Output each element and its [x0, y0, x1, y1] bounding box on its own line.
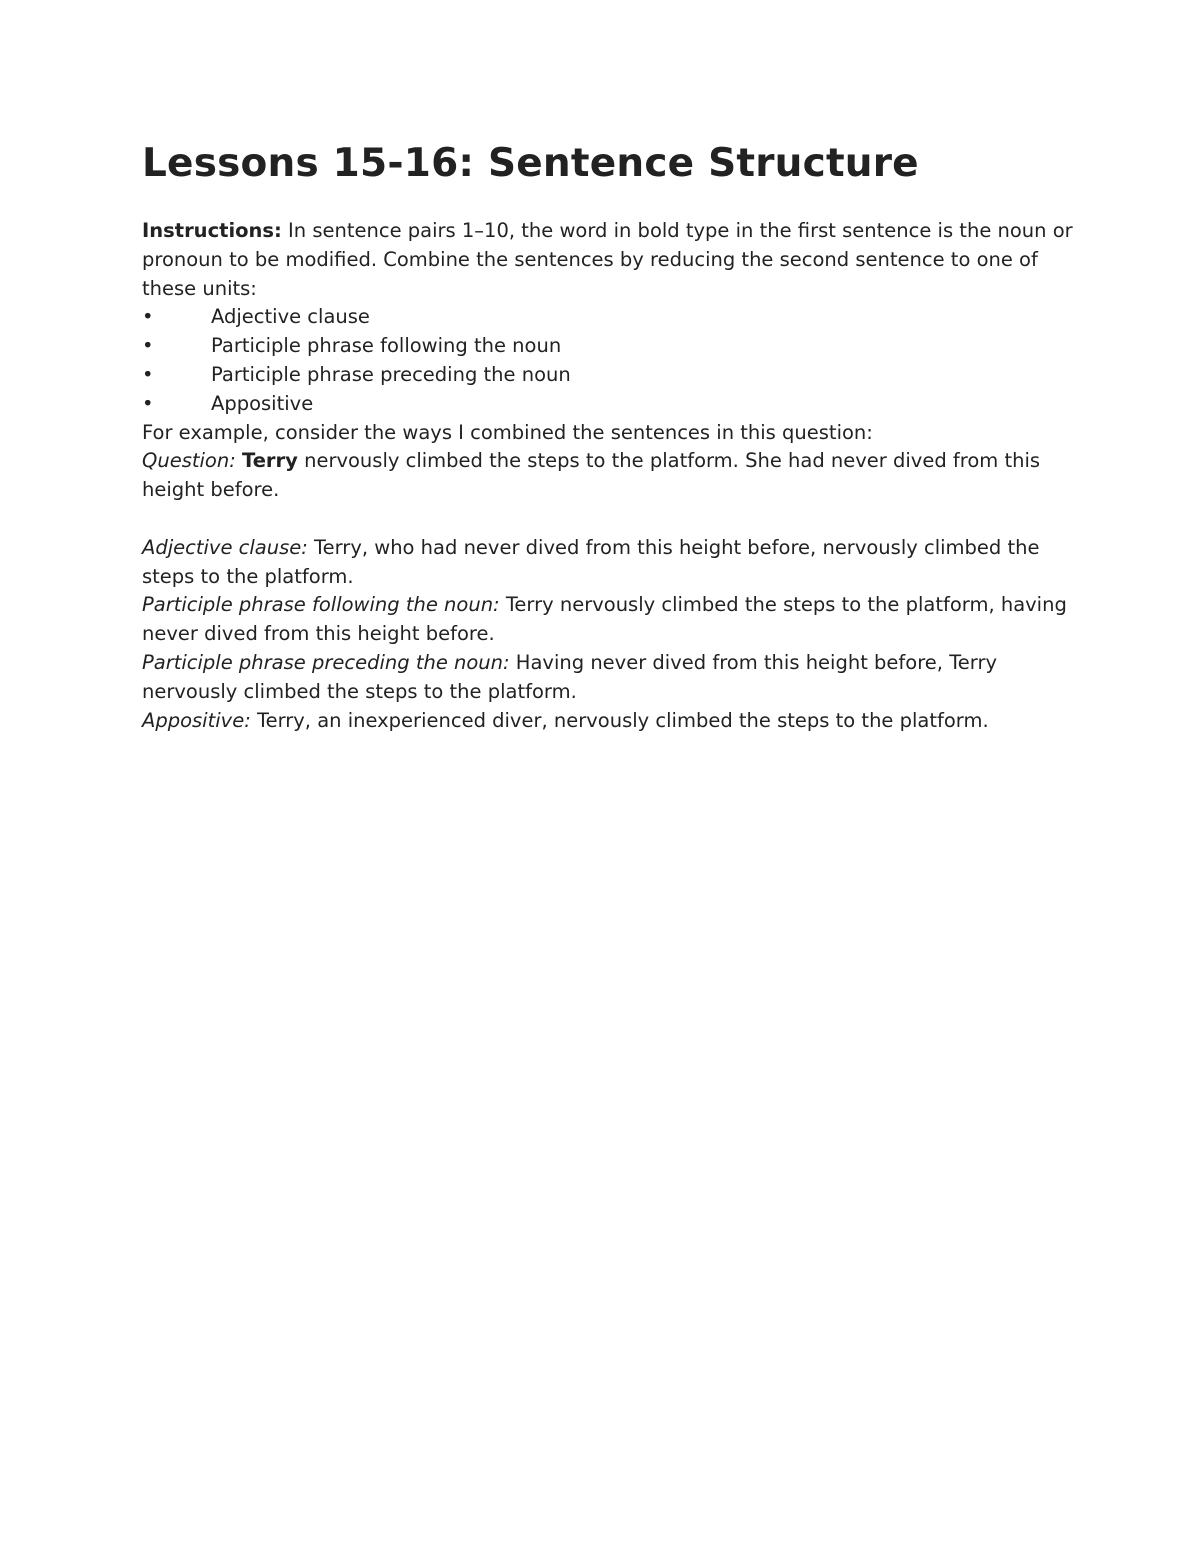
instructions-line-1	[142, 217, 1073, 246]
list-item-label: Participle phrase preceding the noun	[211, 362, 571, 386]
example-text: Terry nervously climbed the steps to the platform, having	[499, 593, 1067, 617]
instructions-text-1: In sentence pairs 1–10, the word in bold type in the first sentence is the noun or	[281, 219, 1073, 242]
example-preceding-line-2: nervously climbed the steps to the platform.	[142, 679, 577, 703]
bullet-icon: •	[142, 362, 154, 386]
example-following-line-2: never dived from this height before.	[142, 622, 495, 646]
list-item	[142, 303, 1062, 332]
example-adjective-line-1	[142, 534, 1062, 563]
list-item	[142, 390, 1062, 419]
example-label: Appositive:	[142, 708, 251, 732]
bullet-icon: •	[142, 334, 154, 358]
question-line-1	[142, 447, 1062, 476]
document-body	[142, 217, 1073, 735]
question-bold-word: Terry	[242, 449, 298, 473]
page-title: Lessons 15-16: Sentence Structure	[142, 141, 919, 186]
question-label: Question:	[142, 449, 236, 473]
example-text: Terry, who had never dived from this height before, nervously climbed the	[307, 535, 1040, 559]
instructions-label: Instructions:	[142, 219, 282, 242]
example-label: Adjective clause:	[142, 535, 308, 559]
example-text: Terry, an inexperienced diver, nervously climbed the steps to the platform.	[250, 708, 989, 732]
units-list	[142, 303, 1062, 418]
example-text: Having never dived from this height before, Terry	[509, 650, 998, 674]
document-page	[142, 138, 1073, 735]
example-label: Participle phrase following the noun:	[142, 593, 500, 617]
question-text-1: nervously climbed the steps to the platform. She had never dived from this	[297, 449, 1041, 473]
example-intro: For example, consider the ways I combined the sentences in this question:	[142, 420, 873, 444]
example-label: Participle phrase preceding the noun:	[142, 650, 510, 674]
blank-line	[142, 505, 1062, 534]
list-item	[142, 332, 1062, 361]
list-item-label: Adjective clause	[211, 305, 370, 329]
list-item-label: Appositive	[211, 391, 314, 415]
instructions-line-3: these units:	[142, 276, 257, 300]
question-line-2: height before.	[142, 478, 280, 502]
bullet-icon: •	[142, 391, 154, 415]
example-preceding-line-1	[142, 649, 1062, 678]
list-item	[142, 361, 1062, 390]
bullet-icon: •	[142, 305, 154, 329]
instructions-line-2: pronoun to be modified. Combine the sentences by reducing the second sentence to one of	[142, 247, 1038, 271]
list-item-label: Participle phrase following the noun	[211, 334, 562, 358]
example-appositive-line-1	[142, 707, 1062, 736]
example-following-line-1	[142, 591, 1067, 620]
example-adjective-line-2: steps to the platform.	[142, 564, 354, 588]
